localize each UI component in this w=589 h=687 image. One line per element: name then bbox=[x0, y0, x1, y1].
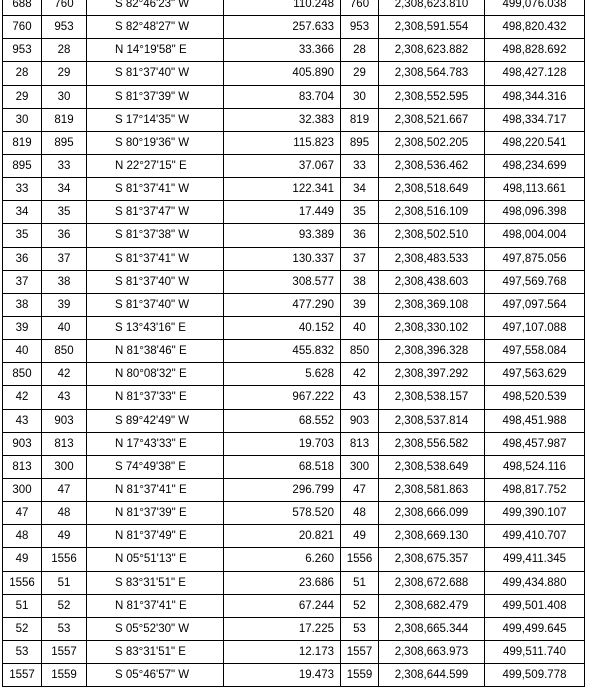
table-row bbox=[3, 363, 585, 386]
north-coordinate-cell: 2,308,538.157 bbox=[379, 386, 485, 409]
east-coordinate-cell: 497,875.056 bbox=[485, 247, 585, 270]
north-coordinate-cell: 2,308,438.603 bbox=[379, 270, 485, 293]
east-coordinate-cell: 497,558.084 bbox=[485, 340, 585, 363]
north-coordinate-cell: 2,308,330.102 bbox=[379, 316, 485, 339]
distance-cell: 32.383 bbox=[224, 108, 341, 131]
east-coordinate-cell: 498,820.432 bbox=[485, 16, 585, 39]
bearing-cell: S 81°37'40" W bbox=[87, 293, 224, 316]
to-station-cell: 35 bbox=[42, 201, 87, 224]
east-coordinate-cell: 499,390.107 bbox=[485, 502, 585, 525]
north-coordinate-cell: 2,308,682.479 bbox=[379, 594, 485, 617]
bearing-cell: N 80°08'32" E bbox=[87, 363, 224, 386]
north-coordinate-cell: 2,308,396.328 bbox=[379, 340, 485, 363]
from-station-cell: 903 bbox=[3, 432, 42, 455]
to-station-cell: 52 bbox=[42, 594, 87, 617]
bearing-cell: N 14°19'58" E bbox=[87, 39, 224, 62]
to-station-cell: 850 bbox=[42, 340, 87, 363]
bearing-cell: S 13°43'16" E bbox=[87, 316, 224, 339]
east-coordinate-cell: 497,563.629 bbox=[485, 363, 585, 386]
east-coordinate-cell: 499,501.408 bbox=[485, 594, 585, 617]
to-station-cell: 37 bbox=[42, 247, 87, 270]
east-coordinate-cell: 499,076.038 bbox=[485, 0, 585, 16]
from-station-cell: 953 bbox=[3, 39, 42, 62]
east-coordinate-cell: 499,499.645 bbox=[485, 617, 585, 640]
vertex-cell: 49 bbox=[341, 525, 379, 548]
east-coordinate-cell: 499,434.880 bbox=[485, 571, 585, 594]
vertex-cell: 903 bbox=[341, 409, 379, 432]
bearing-cell: S 89°42'49" W bbox=[87, 409, 224, 432]
north-coordinate-cell: 2,308,369.108 bbox=[379, 293, 485, 316]
table-row bbox=[3, 0, 585, 16]
east-coordinate-cell: 499,511.740 bbox=[485, 640, 585, 663]
from-station-cell: 813 bbox=[3, 455, 42, 478]
vertex-cell: 38 bbox=[341, 270, 379, 293]
table-row bbox=[3, 340, 585, 363]
to-station-cell: 28 bbox=[42, 39, 87, 62]
table-row bbox=[3, 108, 585, 131]
bearing-cell: S 81°37'40" W bbox=[87, 270, 224, 293]
distance-cell: 110.248 bbox=[224, 0, 341, 16]
bearing-cell: N 81°37'39" E bbox=[87, 502, 224, 525]
from-station-cell: 51 bbox=[3, 594, 42, 617]
to-station-cell: 39 bbox=[42, 293, 87, 316]
table-row bbox=[3, 548, 585, 571]
distance-cell: 477.290 bbox=[224, 293, 341, 316]
to-station-cell: 49 bbox=[42, 525, 87, 548]
distance-cell: 20.821 bbox=[224, 525, 341, 548]
vertex-cell: 1559 bbox=[341, 664, 379, 687]
distance-cell: 257.633 bbox=[224, 16, 341, 39]
distance-cell: 296.799 bbox=[224, 478, 341, 501]
bearing-cell: N 81°38'46" E bbox=[87, 340, 224, 363]
north-coordinate-cell: 2,308,502.510 bbox=[379, 224, 485, 247]
to-station-cell: 29 bbox=[42, 62, 87, 85]
distance-cell: 93.389 bbox=[224, 224, 341, 247]
from-station-cell: 39 bbox=[3, 316, 42, 339]
table-row bbox=[3, 201, 585, 224]
vertex-cell: 37 bbox=[341, 247, 379, 270]
distance-cell: 5.628 bbox=[224, 363, 341, 386]
bearing-cell: N 05°51'13" E bbox=[87, 548, 224, 571]
north-coordinate-cell: 2,308,521.667 bbox=[379, 108, 485, 131]
from-station-cell: 53 bbox=[3, 640, 42, 663]
distance-cell: 6.260 bbox=[224, 548, 341, 571]
vertex-cell: 48 bbox=[341, 502, 379, 525]
east-coordinate-cell: 498,524.116 bbox=[485, 455, 585, 478]
to-station-cell: 34 bbox=[42, 178, 87, 201]
table-row bbox=[3, 664, 585, 687]
table-row bbox=[3, 178, 585, 201]
from-station-cell: 38 bbox=[3, 293, 42, 316]
vertex-cell: 28 bbox=[341, 39, 379, 62]
to-station-cell: 819 bbox=[42, 108, 87, 131]
to-station-cell: 760 bbox=[42, 0, 87, 16]
to-station-cell: 48 bbox=[42, 502, 87, 525]
distance-cell: 130.337 bbox=[224, 247, 341, 270]
vertex-cell: 36 bbox=[341, 224, 379, 247]
north-coordinate-cell: 2,308,644.599 bbox=[379, 664, 485, 687]
vertex-cell: 895 bbox=[341, 131, 379, 154]
distance-cell: 23.686 bbox=[224, 571, 341, 594]
vertex-cell: 1557 bbox=[341, 640, 379, 663]
to-station-cell: 895 bbox=[42, 131, 87, 154]
from-station-cell: 40 bbox=[3, 340, 42, 363]
bearing-cell: S 83°31'51" E bbox=[87, 571, 224, 594]
survey-coordinates-table bbox=[2, 0, 585, 687]
vertex-cell: 51 bbox=[341, 571, 379, 594]
distance-cell: 19.473 bbox=[224, 664, 341, 687]
table-row bbox=[3, 409, 585, 432]
east-coordinate-cell: 498,334.717 bbox=[485, 108, 585, 131]
to-station-cell: 40 bbox=[42, 316, 87, 339]
vertex-cell: 29 bbox=[341, 62, 379, 85]
bearing-cell: S 81°37'41" W bbox=[87, 178, 224, 201]
bearing-cell: N 81°37'33" E bbox=[87, 386, 224, 409]
bearing-cell: S 83°31'51" E bbox=[87, 640, 224, 663]
from-station-cell: 1557 bbox=[3, 664, 42, 687]
survey-table-body bbox=[3, 0, 585, 687]
north-coordinate-cell: 2,308,665.344 bbox=[379, 617, 485, 640]
from-station-cell: 30 bbox=[3, 108, 42, 131]
north-coordinate-cell: 2,308,516.109 bbox=[379, 201, 485, 224]
table-row bbox=[3, 502, 585, 525]
north-coordinate-cell: 2,308,564.783 bbox=[379, 62, 485, 85]
distance-cell: 17.225 bbox=[224, 617, 341, 640]
bearing-cell: S 74°49'38" E bbox=[87, 455, 224, 478]
distance-cell: 17.449 bbox=[224, 201, 341, 224]
east-coordinate-cell: 498,113.661 bbox=[485, 178, 585, 201]
vertex-cell: 53 bbox=[341, 617, 379, 640]
east-coordinate-cell: 497,569.768 bbox=[485, 270, 585, 293]
to-station-cell: 953 bbox=[42, 16, 87, 39]
table-row bbox=[3, 478, 585, 501]
north-coordinate-cell: 2,308,591.554 bbox=[379, 16, 485, 39]
bearing-cell: S 05°46'57" W bbox=[87, 664, 224, 687]
east-coordinate-cell: 498,828.692 bbox=[485, 39, 585, 62]
bearing-cell: N 81°37'41" E bbox=[87, 478, 224, 501]
table-row bbox=[3, 432, 585, 455]
table-row bbox=[3, 386, 585, 409]
table-row bbox=[3, 594, 585, 617]
to-station-cell: 300 bbox=[42, 455, 87, 478]
north-coordinate-cell: 2,308,581.863 bbox=[379, 478, 485, 501]
from-station-cell: 28 bbox=[3, 62, 42, 85]
to-station-cell: 47 bbox=[42, 478, 87, 501]
table-row bbox=[3, 131, 585, 154]
distance-cell: 12.173 bbox=[224, 640, 341, 663]
table-row bbox=[3, 85, 585, 108]
bearing-cell: S 82°48'27" W bbox=[87, 16, 224, 39]
vertex-cell: 33 bbox=[341, 154, 379, 177]
vertex-cell: 1556 bbox=[341, 548, 379, 571]
distance-cell: 83.704 bbox=[224, 85, 341, 108]
from-station-cell: 300 bbox=[3, 478, 42, 501]
east-coordinate-cell: 498,520.539 bbox=[485, 386, 585, 409]
table-row bbox=[3, 525, 585, 548]
table-row bbox=[3, 39, 585, 62]
vertex-cell: 819 bbox=[341, 108, 379, 131]
distance-cell: 19.703 bbox=[224, 432, 341, 455]
north-coordinate-cell: 2,308,623.882 bbox=[379, 39, 485, 62]
east-coordinate-cell: 498,004.004 bbox=[485, 224, 585, 247]
bearing-cell: S 80°19'36" W bbox=[87, 131, 224, 154]
east-coordinate-cell: 499,509.778 bbox=[485, 664, 585, 687]
table-row bbox=[3, 293, 585, 316]
from-station-cell: 37 bbox=[3, 270, 42, 293]
from-station-cell: 48 bbox=[3, 525, 42, 548]
from-station-cell: 29 bbox=[3, 85, 42, 108]
to-station-cell: 36 bbox=[42, 224, 87, 247]
vertex-cell: 47 bbox=[341, 478, 379, 501]
east-coordinate-cell: 499,411.345 bbox=[485, 548, 585, 571]
distance-cell: 37.067 bbox=[224, 154, 341, 177]
to-station-cell: 903 bbox=[42, 409, 87, 432]
vertex-cell: 813 bbox=[341, 432, 379, 455]
bearing-cell: S 17°14'35" W bbox=[87, 108, 224, 131]
north-coordinate-cell: 2,308,502.205 bbox=[379, 131, 485, 154]
table-row bbox=[3, 224, 585, 247]
from-station-cell: 52 bbox=[3, 617, 42, 640]
distance-cell: 455.832 bbox=[224, 340, 341, 363]
from-station-cell: 36 bbox=[3, 247, 42, 270]
from-station-cell: 33 bbox=[3, 178, 42, 201]
from-station-cell: 43 bbox=[3, 409, 42, 432]
north-coordinate-cell: 2,308,675.357 bbox=[379, 548, 485, 571]
distance-cell: 68.552 bbox=[224, 409, 341, 432]
from-station-cell: 42 bbox=[3, 386, 42, 409]
to-station-cell: 42 bbox=[42, 363, 87, 386]
east-coordinate-cell: 498,220.541 bbox=[485, 131, 585, 154]
from-station-cell: 760 bbox=[3, 16, 42, 39]
from-station-cell: 850 bbox=[3, 363, 42, 386]
distance-cell: 967.222 bbox=[224, 386, 341, 409]
to-station-cell: 813 bbox=[42, 432, 87, 455]
distance-cell: 67.244 bbox=[224, 594, 341, 617]
to-station-cell: 43 bbox=[42, 386, 87, 409]
table-row bbox=[3, 617, 585, 640]
table-row bbox=[3, 16, 585, 39]
east-coordinate-cell: 498,817.752 bbox=[485, 478, 585, 501]
north-coordinate-cell: 2,308,483.533 bbox=[379, 247, 485, 270]
bearing-cell: S 05°52'30" W bbox=[87, 617, 224, 640]
table-row bbox=[3, 247, 585, 270]
from-station-cell: 49 bbox=[3, 548, 42, 571]
distance-cell: 122.341 bbox=[224, 178, 341, 201]
to-station-cell: 1557 bbox=[42, 640, 87, 663]
east-coordinate-cell: 498,451.988 bbox=[485, 409, 585, 432]
bearing-cell: S 81°37'47" W bbox=[87, 201, 224, 224]
table-row bbox=[3, 640, 585, 663]
east-coordinate-cell: 497,107.088 bbox=[485, 316, 585, 339]
distance-cell: 40.152 bbox=[224, 316, 341, 339]
vertex-cell: 850 bbox=[341, 340, 379, 363]
east-coordinate-cell: 498,096.398 bbox=[485, 201, 585, 224]
bearing-cell: N 22°27'15" E bbox=[87, 154, 224, 177]
from-station-cell: 1556 bbox=[3, 571, 42, 594]
from-station-cell: 895 bbox=[3, 154, 42, 177]
from-station-cell: 47 bbox=[3, 502, 42, 525]
distance-cell: 578.520 bbox=[224, 502, 341, 525]
distance-cell: 33.366 bbox=[224, 39, 341, 62]
east-coordinate-cell: 497,097.564 bbox=[485, 293, 585, 316]
from-station-cell: 819 bbox=[3, 131, 42, 154]
bearing-cell: S 81°37'38" W bbox=[87, 224, 224, 247]
north-coordinate-cell: 2,308,663.973 bbox=[379, 640, 485, 663]
distance-cell: 115.823 bbox=[224, 131, 341, 154]
from-station-cell: 34 bbox=[3, 201, 42, 224]
vertex-cell: 42 bbox=[341, 363, 379, 386]
east-coordinate-cell: 498,427.128 bbox=[485, 62, 585, 85]
from-station-cell: 688 bbox=[3, 0, 42, 16]
north-coordinate-cell: 2,308,556.582 bbox=[379, 432, 485, 455]
north-coordinate-cell: 2,308,623.810 bbox=[379, 0, 485, 16]
bearing-cell: N 81°37'49" E bbox=[87, 525, 224, 548]
vertex-cell: 34 bbox=[341, 178, 379, 201]
table-row bbox=[3, 316, 585, 339]
north-coordinate-cell: 2,308,669.130 bbox=[379, 525, 485, 548]
distance-cell: 405.890 bbox=[224, 62, 341, 85]
distance-cell: 308.577 bbox=[224, 270, 341, 293]
table-row bbox=[3, 270, 585, 293]
bearing-cell: S 82°46'23" W bbox=[87, 0, 224, 16]
vertex-cell: 52 bbox=[341, 594, 379, 617]
vertex-cell: 43 bbox=[341, 386, 379, 409]
east-coordinate-cell: 498,234.699 bbox=[485, 154, 585, 177]
north-coordinate-cell: 2,308,397.292 bbox=[379, 363, 485, 386]
to-station-cell: 51 bbox=[42, 571, 87, 594]
to-station-cell: 1559 bbox=[42, 664, 87, 687]
distance-cell: 68.518 bbox=[224, 455, 341, 478]
vertex-cell: 953 bbox=[341, 16, 379, 39]
from-station-cell: 35 bbox=[3, 224, 42, 247]
bearing-cell: S 81°37'39" W bbox=[87, 85, 224, 108]
to-station-cell: 53 bbox=[42, 617, 87, 640]
to-station-cell: 38 bbox=[42, 270, 87, 293]
vertex-cell: 35 bbox=[341, 201, 379, 224]
vertex-cell: 39 bbox=[341, 293, 379, 316]
to-station-cell: 1556 bbox=[42, 548, 87, 571]
east-coordinate-cell: 498,344.316 bbox=[485, 85, 585, 108]
east-coordinate-cell: 498,457.987 bbox=[485, 432, 585, 455]
vertex-cell: 40 bbox=[341, 316, 379, 339]
table-row bbox=[3, 154, 585, 177]
table-row bbox=[3, 62, 585, 85]
table-row bbox=[3, 571, 585, 594]
north-coordinate-cell: 2,308,538.649 bbox=[379, 455, 485, 478]
north-coordinate-cell: 2,308,518.649 bbox=[379, 178, 485, 201]
bearing-cell: S 81°37'40" W bbox=[87, 62, 224, 85]
north-coordinate-cell: 2,308,552.595 bbox=[379, 85, 485, 108]
vertex-cell: 30 bbox=[341, 85, 379, 108]
bearing-cell: N 81°37'41" E bbox=[87, 594, 224, 617]
vertex-cell: 300 bbox=[341, 455, 379, 478]
east-coordinate-cell: 499,410.707 bbox=[485, 525, 585, 548]
to-station-cell: 30 bbox=[42, 85, 87, 108]
north-coordinate-cell: 2,308,672.688 bbox=[379, 571, 485, 594]
bearing-cell: N 17°43'33" E bbox=[87, 432, 224, 455]
vertex-cell: 760 bbox=[341, 0, 379, 16]
north-coordinate-cell: 2,308,536.462 bbox=[379, 154, 485, 177]
to-station-cell: 33 bbox=[42, 154, 87, 177]
north-coordinate-cell: 2,308,537.814 bbox=[379, 409, 485, 432]
north-coordinate-cell: 2,308,666.099 bbox=[379, 502, 485, 525]
bearing-cell: S 81°37'41" W bbox=[87, 247, 224, 270]
table-row bbox=[3, 455, 585, 478]
